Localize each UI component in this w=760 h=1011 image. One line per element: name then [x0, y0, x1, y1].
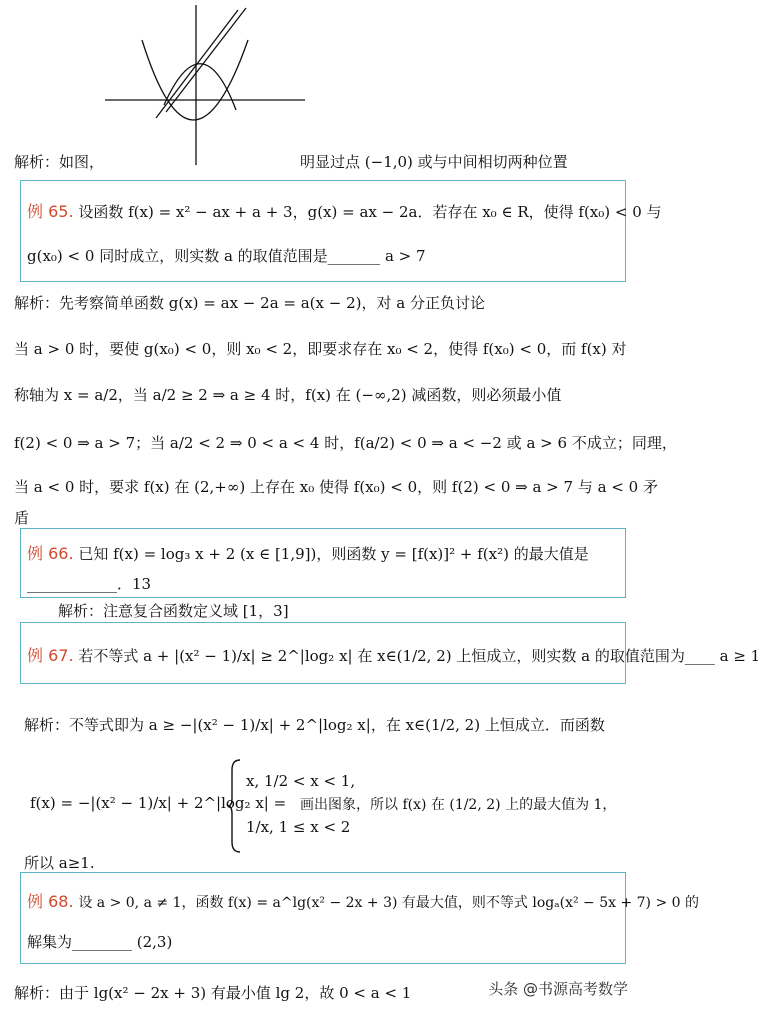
solution-68-line1: 解析：由于 lg(x² − 2x + 3) 有最小值 lg 2，故 0 < a < 1	[14, 984, 412, 1002]
solution-66-line1: 解析：注意复合函数定义域 [1，3]	[58, 602, 289, 620]
tangent-line	[166, 8, 246, 112]
example-66-line2: ____________．13	[27, 575, 152, 593]
example-66-box	[20, 528, 626, 598]
graph-intro: 解析：如图，	[14, 153, 105, 171]
solution-65-line5: 当 a < 0 时，要求 f(x) 在 (2,+∞) 上存在 x₀ 使得 f(x₀) < 0，则 f(2) < 0 ⇒ a > 7 与 a < 0 矛	[14, 478, 658, 496]
example-67-text: 若不等式 a + |(x² − 1)/x| ≥ 2^|log₂ x| 在 x∈(1/2, 2) 上恒成立，则实数 a 的取值范围为____ a ≥ 1	[78, 647, 760, 665]
solution-65-line2: 当 a > 0 时，要使 g(x₀) < 0，则 x₀ < 2，即要求存在 x₀ < 2，使得 f(x₀) < 0，而 f(x) 对	[14, 340, 627, 358]
solution-65-line1: 解析：先考察简单函数 g(x) = ax − 2a = a(x − 2)，对 a 分正负讨论	[14, 294, 485, 312]
example-66-tag: 例 66.	[27, 544, 74, 563]
example-65-tag: 例 65.	[27, 202, 74, 221]
solution-67-fx: f(x) = −|(x² − 1)/x| + 2^|log₂ x| =	[30, 794, 287, 812]
solution-65-line3: 称轴为 x = a/2，当 a/2 ≥ 2 ⇒ a ≥ 4 时，f(x) 在 (−∞,2) 减函数，则必须最小值	[14, 386, 562, 404]
example-67-tag: 例 67.	[27, 646, 74, 665]
example-67-line1	[27, 643, 760, 666]
solution-65-line6: 盾	[14, 509, 30, 527]
solution-65-line4: f(2) < 0 ⇒ a > 7；当 a/2 < 2 ⇒ 0 < a < 4 时，f(a/2) < 0 ⇒ a < −2 或 a > 6 不成立；同理，	[14, 434, 677, 452]
solution-67-tail: 画出图象，所以 f(x) 在 (1/2, 2) 上的最大值为 1，	[300, 797, 617, 813]
piecewise-case-2: 1/x, 1 ≤ x < 2	[246, 818, 351, 836]
example-65-line2: g(x₀) < 0 同时成立，则实数 a 的取值范围是_______ a > 7	[27, 247, 426, 265]
example-66-line1	[27, 541, 589, 564]
example-65-line1	[27, 199, 662, 222]
example-68-text: 设 a > 0, a ≠ 1，函数 f(x) = a^lg(x² − 2x + 3) 有最大值，则不等式 logₐ(x² − 5x + 7) > 0 的	[78, 895, 700, 911]
graph-caption: 明显过点 (−1,0) 或与中间相切两种位置	[300, 153, 568, 171]
solution-67-line1: 解析：不等式即为 a ≥ −|(x² − 1)/x| + 2^|log₂ x|，在 x∈(1/2, 2) 上恒成立．而函数	[24, 716, 605, 734]
example-68-line1	[27, 889, 699, 912]
function-graph	[100, 0, 310, 165]
example-68-line2: 解集为________ (2,3)	[27, 933, 173, 951]
downward-parabola	[164, 64, 236, 110]
line-through-point	[156, 10, 238, 118]
piecewise-case-1: x, 1/2 < x < 1,	[246, 772, 356, 790]
example-65-text: 设函数 f(x) = x² − ax + a + 3，g(x) = ax − 2a．若存在 x₀ ∈ R，使得 f(x₀) < 0 与	[78, 203, 662, 221]
example-66-text: 已知 f(x) = log₃ x + 2 (x ∈ [1,9])，则函数 y = [f(x)]² + f(x²) 的最大值是	[78, 545, 589, 563]
example-68-box	[20, 872, 700, 964]
example-65-box	[20, 180, 662, 282]
watermark: 头条 @书源高考数学	[488, 980, 628, 998]
piecewise-brace	[228, 758, 242, 854]
example-68-tag: 例 68.	[27, 892, 74, 911]
example-67-box	[20, 622, 760, 684]
upward-parabola	[142, 40, 248, 120]
solution-67-line3: 所以 a≥1.	[24, 854, 95, 872]
